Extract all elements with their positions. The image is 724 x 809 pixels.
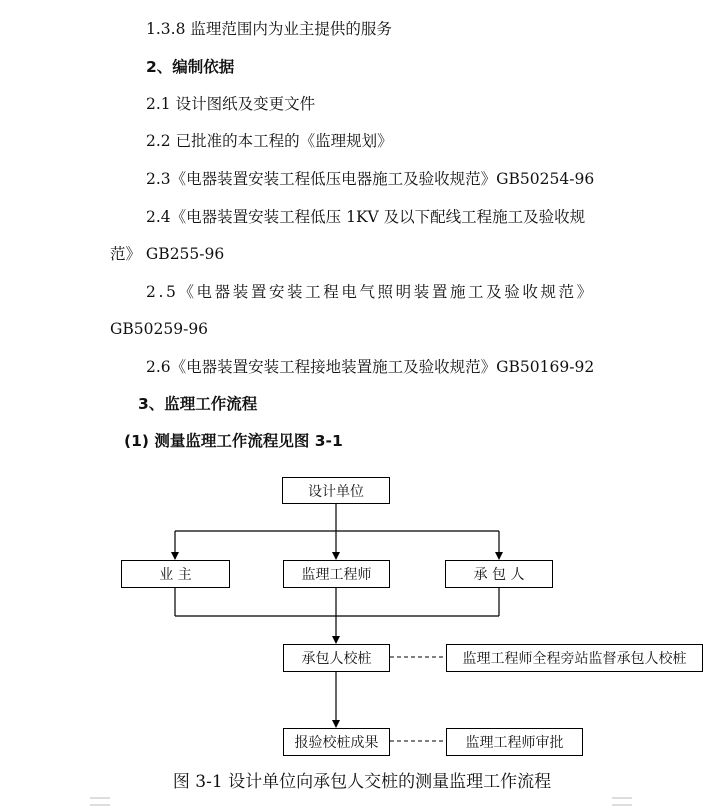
para-2-5-line1: 2.5《电器装置安装工程电气照明装置施工及验收规范》 [146, 283, 595, 301]
box-owner: 业 主 [121, 560, 230, 588]
heading-3-1: (1) 测量监理工作流程见图 3-1 [124, 432, 343, 450]
para-2-4-line1: 2.4《电器装置安装工程低压 1KV 及以下配线工程施工及验收规 [146, 208, 586, 226]
para-2-5-line2: GB50259-96 [110, 320, 209, 338]
para-2-6: 2.6《电器装置安装工程接地装置施工及验收规范》GB50169-92 [146, 358, 595, 376]
box-contractor: 承 包 人 [445, 560, 553, 588]
box-supervise-note: 监理工程师全程旁站监督承包人校桩 [446, 644, 703, 672]
heading-2: 2、编制依据 [146, 58, 235, 76]
para-2-4-line2: 范》 GB255-96 [110, 245, 225, 263]
box-supervisor-approve: 监理工程师审批 [446, 728, 583, 756]
heading-3: 3、监理工作流程 [138, 395, 258, 413]
box-design-unit: 设计单位 [282, 477, 390, 504]
para-1-3-8: 1.3.8 监理范围内为业主提供的服务 [146, 20, 392, 38]
box-contractor-check: 承包人校桩 [283, 644, 390, 672]
para-2-3: 2.3《电器装置安装工程低压电器施工及验收规范》GB50254-96 [146, 170, 595, 188]
para-2-2: 2.2 已批准的本工程的《监理规划》 [146, 132, 393, 150]
figure-caption: 图 3-1 设计单位向承包人交桩的测量监理工作流程 [172, 772, 552, 792]
box-supervisor: 监理工程师 [283, 560, 390, 588]
para-2-1: 2.1 设计图纸及变更文件 [146, 95, 316, 113]
box-report-result: 报验校桩成果 [283, 728, 390, 756]
